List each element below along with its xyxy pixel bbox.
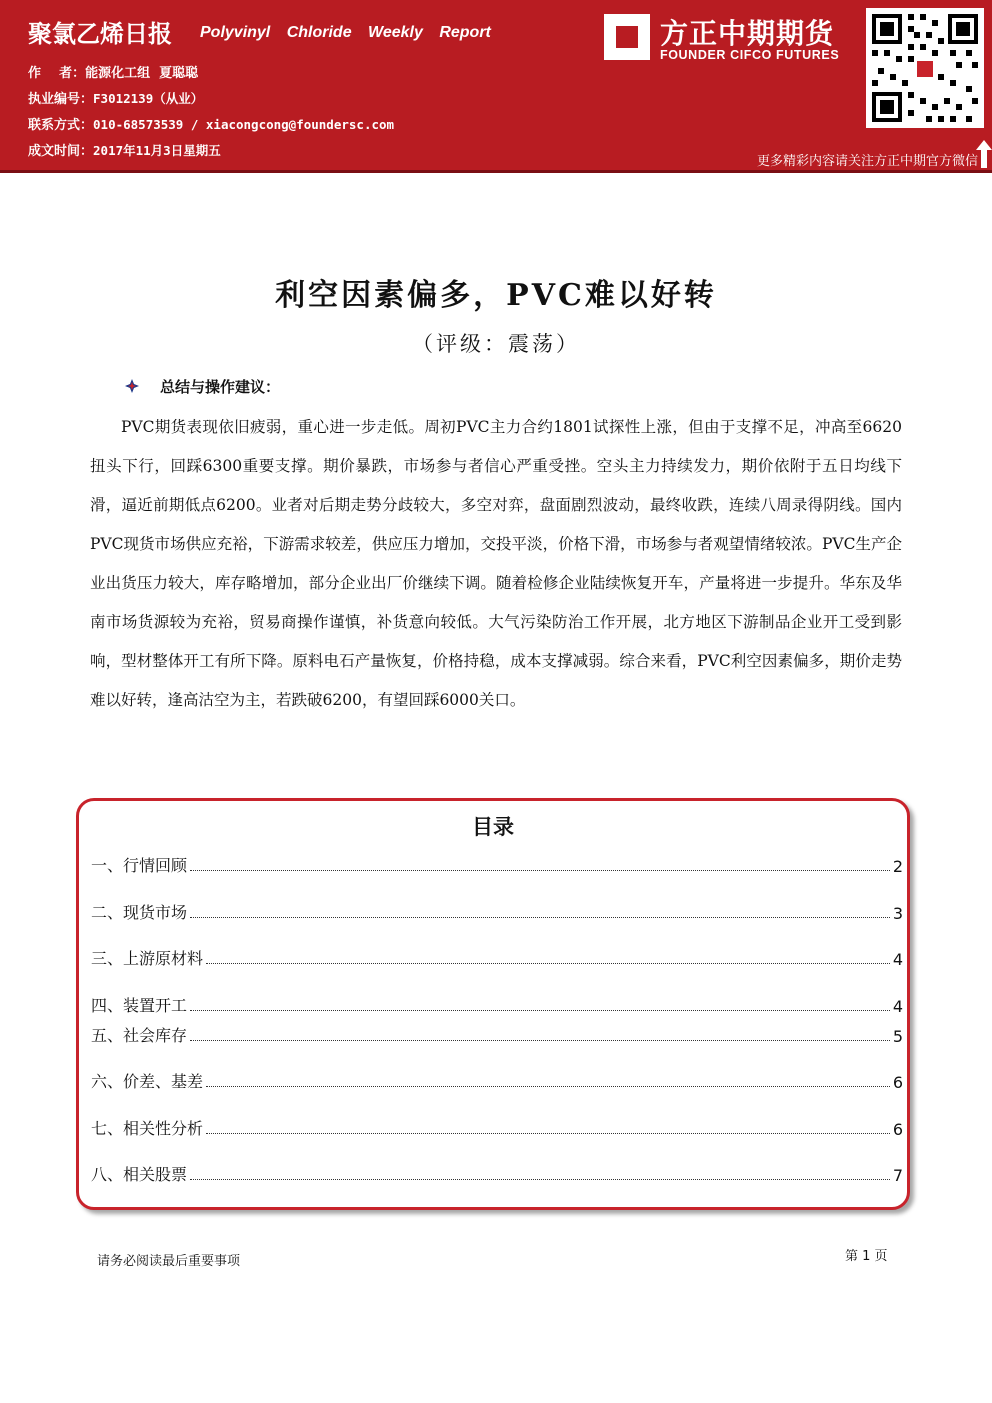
toc-item-label: 二、现货市场 — [91, 903, 188, 922]
toc-item[interactable] — [91, 900, 903, 923]
date-label: 成文时间： — [28, 144, 94, 159]
toc-item-label: 七、相关性分析 — [91, 1119, 204, 1138]
report-subtitle: Polyvinyl Chloride Weekly Report — [200, 24, 491, 41]
follow-wechat-text: 更多精彩内容请关注方正中期官方微信 — [756, 154, 978, 169]
toc-item-page: 4 — [892, 950, 903, 969]
logo-mark-icon — [604, 14, 650, 60]
toc-item[interactable] — [91, 853, 903, 876]
footer-page-number: 第 1 页 — [845, 1249, 888, 1264]
toc-item-page: 3 — [892, 904, 903, 923]
contact-row — [28, 114, 394, 133]
license-row — [28, 88, 203, 107]
date-value: 2017年11月3日星期五 — [93, 143, 221, 158]
author-row — [28, 62, 198, 81]
toc-item-page: 7 — [892, 1166, 903, 1185]
toc-leader — [190, 870, 890, 871]
license-value: F3012139（从业） — [93, 91, 204, 106]
toc-leader — [206, 1086, 890, 1087]
toc-item-label: 六、价差、基差 — [91, 1072, 204, 1091]
toc-item[interactable] — [91, 1116, 903, 1139]
toc-item[interactable] — [91, 1162, 903, 1185]
toc-item-page: 6 — [892, 1120, 903, 1139]
document-rating: （评级：震荡） — [412, 332, 580, 356]
footer-notice: 请务必阅读最后重要事项 — [97, 1254, 241, 1269]
toc-item-page: 6 — [892, 1073, 903, 1092]
toc-leader — [206, 963, 890, 964]
wechat-qr-code — [866, 8, 984, 128]
license-label: 执业编号： — [28, 92, 94, 107]
contact-value: 010-68573539 / xiacongcong@foundersc.com — [93, 117, 395, 132]
toc-item[interactable] — [91, 1069, 903, 1092]
logo-en-text: FOUNDER CIFCO FUTURES — [660, 48, 840, 62]
toc-item-label: 三、上游原材料 — [91, 949, 204, 968]
toc-item[interactable] — [91, 946, 903, 969]
logo-cn-text: 方正中期期货 — [660, 17, 835, 50]
toc-item-page: 4 — [892, 997, 903, 1016]
bullet-icon — [124, 378, 140, 394]
toc-item-page: 2 — [892, 857, 903, 876]
summary-paragraph: PVC期货表现依旧疲弱，重心进一步走低。周初PVC主力合约1801试探性上涨，但由于支撑不足，冲高至6620扭头下行，回踩6300重要支撑。期价暴跌，市场参与者信心严重受挫。空头主力持续发力，期价依附于五日均线下滑，逼近前期低点6200。业者对后期走势分歧较大，多空对弈，盘面剧烈波动，最终收跌，连续八周录得阴线。国内PVC现货市场供应充裕，下游需求较差，供应压力增加，交投平淡，价格下滑，市场参与者观望情绪较浓。PVC生产企业出货压力较大，库存略增加，部分企业出厂价继续下调。随着检修企业陆续恢复开车，产量将进一步提升。华东及华南市场货源较为充裕，贸易商操作谨慎，补货意向较低。大气污染防治工作开展，北方地区下游制品企业开工受到影响，型材整体开工有所下降。原料电石产量恢复，价格持稳，成本支撑减弱。综合来看，PVC利空因素偏多，期价走势难以好转，逢高沽空为主，若跌破6200，有望回踩6000关口。 — [90, 418, 902, 709]
toc-leader — [190, 1040, 890, 1041]
toc-item-label: 五、社会库存 — [91, 1026, 188, 1045]
toc-item-label: 八、相关股票 — [91, 1165, 188, 1184]
toc-item-label: 一、行情回顾 — [91, 856, 188, 875]
toc-item[interactable] — [91, 993, 903, 1016]
section-heading: 总结与操作建议： — [160, 378, 281, 396]
contact-label: 联系方式： — [28, 118, 94, 133]
author-label: 作 者： — [28, 66, 86, 81]
date-row — [28, 140, 221, 159]
toc-item-page: 5 — [892, 1027, 903, 1046]
header-divider — [0, 170, 992, 173]
arrow-up-icon — [976, 140, 992, 168]
report-header — [0, 0, 992, 170]
document-title: 利空因素偏多，PVC难以好转 — [275, 278, 717, 313]
report-title: 聚氯乙烯日报 — [28, 20, 172, 48]
table-of-contents — [76, 798, 910, 1210]
toc-title: 目录 — [472, 815, 514, 839]
toc-item-label: 四、装置开工 — [91, 996, 188, 1015]
toc-item[interactable] — [91, 1023, 903, 1046]
toc-leader — [190, 1179, 890, 1180]
qr-code-icon — [866, 8, 984, 128]
author-value: 能源化工组 夏聪聪 — [85, 66, 199, 81]
company-logo — [604, 14, 854, 66]
toc-leader — [206, 1133, 890, 1134]
toc-leader — [190, 1010, 890, 1011]
toc-leader — [190, 917, 890, 918]
